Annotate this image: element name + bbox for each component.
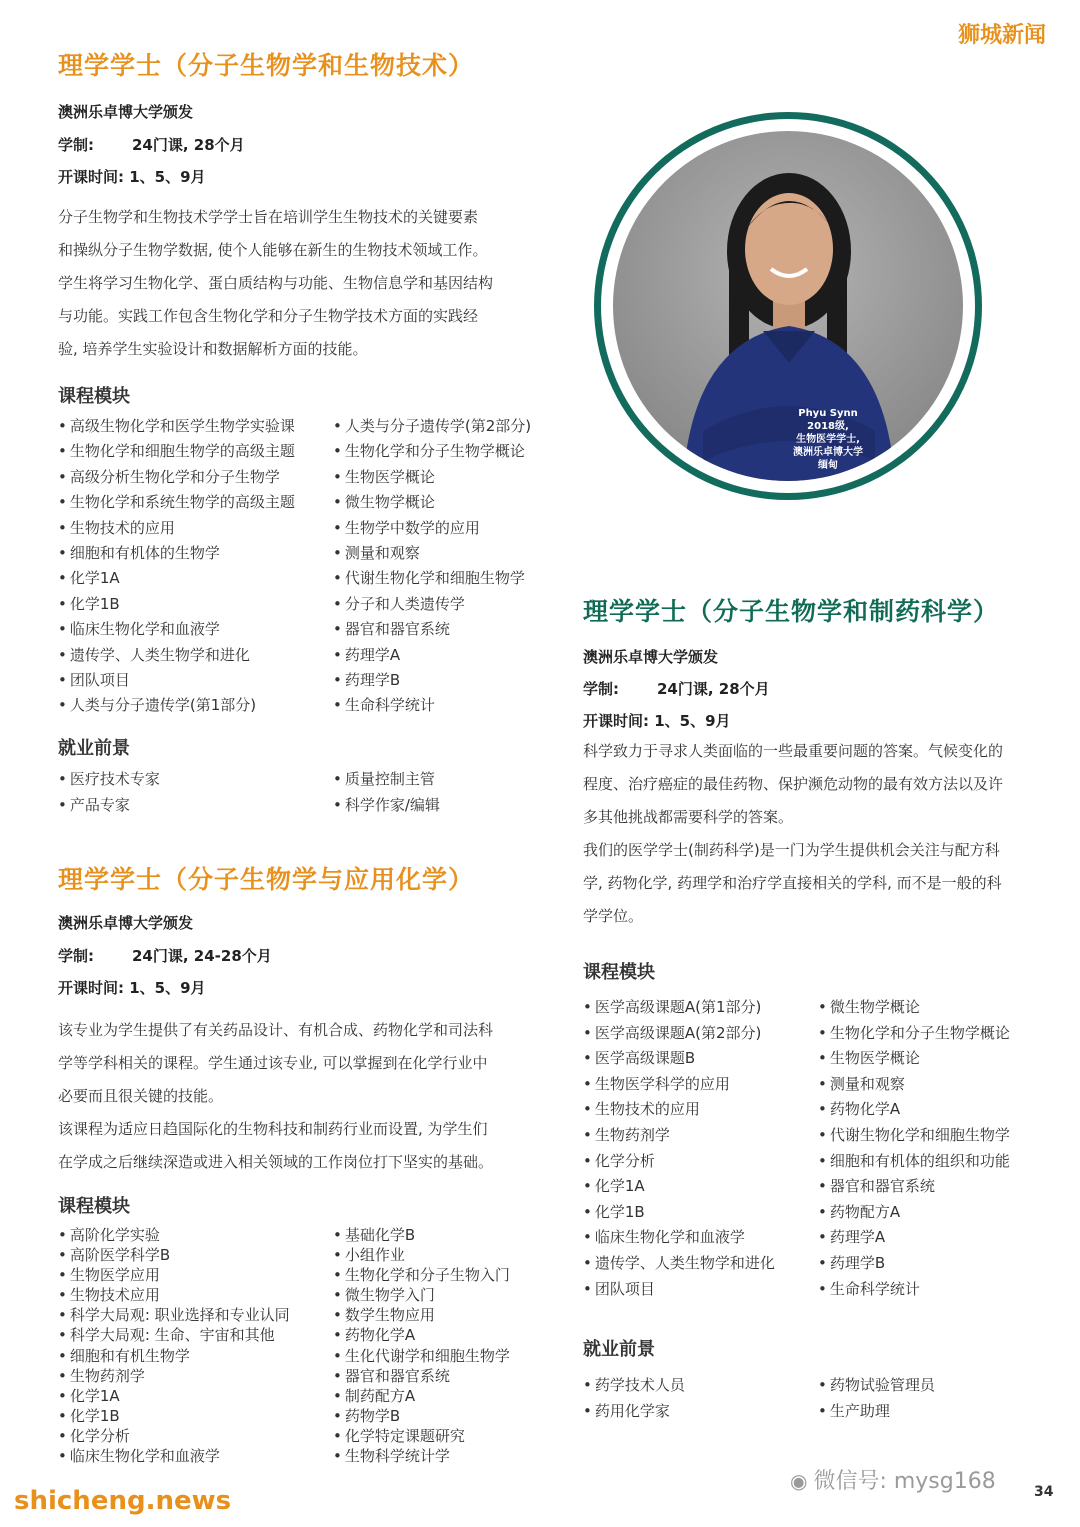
module-item: • 人类与分子遗传学(第2部分) — [333, 414, 531, 439]
program3-careers-right — [818, 1372, 935, 1424]
module-item: • 测量和观察 — [333, 541, 531, 566]
career-item: • 质量控制主管 — [333, 766, 440, 792]
module-item: • 临床生物化学和血液学 — [583, 1225, 775, 1251]
module-item: • 生物化学和分子生物学概论 — [333, 439, 531, 464]
module-item: • 制药配方A — [333, 1386, 510, 1406]
module-item: • 生命科学统计 — [818, 1277, 1010, 1303]
module-item: • 化学1B — [58, 592, 295, 617]
module-item: • 生物医学概论 — [333, 465, 531, 490]
program3-title: 理学学士（分子生物学和制药科学） — [583, 597, 1000, 626]
intake-label: 开课时间: — [58, 168, 124, 186]
description-line: 在学成之后继续深造或进入相关领域的工作岗位打下坚实的基础。 — [58, 1153, 494, 1171]
module-item: • 化学1A — [583, 1174, 775, 1200]
module-item: • 生物技术的应用 — [583, 1097, 775, 1123]
duration-value: 24门课, 28个月 — [132, 136, 245, 154]
career-item: • 药学技术人员 — [583, 1372, 685, 1398]
intake-value: 1、5、9月 — [129, 168, 206, 186]
module-item: • 生物医学科学的应用 — [583, 1072, 775, 1098]
program1-careers-left — [58, 766, 160, 818]
module-item: • 团队项目 — [583, 1277, 775, 1303]
career-item: • 药用化学家 — [583, 1398, 685, 1424]
program2-intake — [58, 977, 206, 998]
career-item: • 药物试验管理员 — [818, 1372, 935, 1398]
module-item: • 人类与分子遗传学(第1部分) — [58, 693, 295, 718]
program2-modules-left — [58, 1225, 290, 1466]
module-item: • 药理学B — [333, 668, 531, 693]
watermark-bottom: shicheng.news — [14, 1486, 232, 1516]
program3-modules-heading: 课程模块 — [583, 962, 655, 983]
program2-duration — [58, 945, 272, 966]
duration-value: 24门课, 24-28个月 — [132, 947, 272, 965]
module-item: • 细胞和有机生物学 — [58, 1346, 290, 1366]
description-line: 必要而且很关键的技能。 — [58, 1087, 224, 1105]
description-line: 科学致力于寻求人类面临的一些最重要问题的答案。气候变化的 — [583, 742, 1004, 760]
program3-duration — [583, 678, 770, 699]
description-line: 和操纵分子生物学数据, 使个人能够在新生的生物技术领域工作。 — [58, 241, 488, 259]
career-item: • 医疗技术专家 — [58, 766, 160, 792]
duration-label: 学制: — [58, 947, 94, 965]
description-line: 学生将学习生物化学、蛋白质结构与功能、生物信息学和基因结构 — [58, 274, 494, 292]
module-item: • 微生物学概论 — [333, 490, 531, 515]
program1-modules-right — [333, 414, 531, 719]
module-item: • 药物化学A — [818, 1097, 1010, 1123]
module-item: • 生物化学和细胞生物学的高级主题 — [58, 439, 295, 464]
module-item: • 高阶化学实验 — [58, 1225, 290, 1245]
module-item: • 化学分析 — [583, 1149, 775, 1175]
module-item: • 基础化学B — [333, 1225, 510, 1245]
module-item: • 器官和器官系统 — [818, 1174, 1010, 1200]
module-item: • 药物化学A — [333, 1325, 510, 1345]
duration-label: 学制: — [583, 680, 619, 698]
module-item: • 生物技术应用 — [58, 1285, 290, 1305]
module-item: • 化学1B — [58, 1406, 290, 1426]
module-item: • 高阶医学科学B — [58, 1245, 290, 1265]
module-item: • 生物化学和分子生物学概论 — [818, 1021, 1010, 1047]
module-item: • 生物药剂学 — [583, 1123, 775, 1149]
program3-modules-left — [583, 995, 775, 1302]
program1-issuer: 澳洲乐卓博大学颁发 — [58, 103, 194, 121]
module-item: • 细胞和有机体的生物学 — [58, 541, 295, 566]
program3-careers-heading: 就业前景 — [583, 1339, 655, 1360]
program1-intake — [58, 166, 206, 187]
module-item: • 药理学A — [333, 643, 531, 668]
intake-label: 开课时间: — [583, 712, 649, 730]
program1-title: 理学学士（分子生物学和生物技术） — [58, 51, 475, 80]
student-year: 2018级, — [807, 421, 849, 432]
description-line: 与功能。实践工作包含生物化学和分子生物学技术方面的实践经 — [58, 307, 479, 325]
module-item: • 化学分析 — [58, 1426, 290, 1446]
module-item: • 器官和器官系统 — [333, 617, 531, 642]
duration-value: 24门课, 28个月 — [657, 680, 770, 698]
page-number: 34 — [1034, 1484, 1054, 1500]
duration-label: 学制: — [58, 136, 94, 154]
wechat-icon: ◉ — [790, 1469, 808, 1493]
module-item: • 生物医学概论 — [818, 1046, 1010, 1072]
description-line: 分子生物学和生物技术学学士旨在培训学生生物技术的关键要素 — [58, 208, 479, 226]
module-item: • 生物药剂学 — [58, 1366, 290, 1386]
program3-issuer: 澳洲乐卓博大学颁发 — [583, 648, 719, 666]
module-item: • 高级生物化学和医学生物学实验课 — [58, 414, 295, 439]
student-photo — [613, 131, 963, 481]
module-item: • 细胞和有机体的组织和功能 — [818, 1149, 1010, 1175]
program2-description — [58, 1014, 538, 1179]
module-item: • 生物学中数学的应用 — [333, 516, 531, 541]
module-item: • 化学1A — [58, 1386, 290, 1406]
program2-modules-heading: 课程模块 — [58, 1196, 130, 1217]
module-item: • 化学特定课题研究 — [333, 1426, 510, 1446]
module-item: • 临床生物化学和血液学 — [58, 617, 295, 642]
career-item: • 产品专家 — [58, 792, 160, 818]
module-item: • 代谢生物化学和细胞生物学 — [333, 566, 531, 591]
module-item: • 医学高级课题B — [583, 1046, 775, 1072]
program3-careers-left — [583, 1372, 685, 1424]
description-line: 学学位。 — [583, 907, 644, 925]
student-name: Phyu Synn — [798, 408, 858, 419]
module-item: • 药物配方A — [818, 1200, 1010, 1226]
module-item: • 科学大局观: 生命、宇宙和其他 — [58, 1325, 290, 1345]
career-item: • 科学作家/编辑 — [333, 792, 440, 818]
module-item: • 生物化学和分子生物入门 — [333, 1265, 510, 1285]
module-item: • 微生物学入门 — [333, 1285, 510, 1305]
program2-issuer: 澳洲乐卓博大学颁发 — [58, 914, 194, 932]
module-item: • 遗传学、人类生物学和进化 — [58, 643, 295, 668]
module-item: • 化学1A — [58, 566, 295, 591]
module-item: • 化学1B — [583, 1200, 775, 1226]
program1-modules-heading: 课程模块 — [58, 386, 130, 407]
module-item: • 生化代谢学和细胞生物学 — [333, 1346, 510, 1366]
module-item: • 生物医学应用 — [58, 1265, 290, 1285]
module-item: • 器官和器官系统 — [333, 1366, 510, 1386]
module-item: • 小组作业 — [333, 1245, 510, 1265]
student-degree: 生物医学学士, — [796, 434, 860, 445]
program2-modules-right — [333, 1225, 510, 1466]
description-line: 学, 药物化学, 药理学和治疗学直接相关的学科, 而不是一般的科 — [583, 874, 1002, 892]
module-item: • 遗传学、人类生物学和进化 — [583, 1251, 775, 1277]
program1-modules-left — [58, 414, 295, 719]
module-item: • 科学大局观: 职业选择和专业认同 — [58, 1305, 290, 1325]
module-item: • 代谢生物化学和细胞生物学 — [818, 1123, 1010, 1149]
student-country: 缅甸 — [818, 460, 838, 471]
student-caption — [773, 407, 883, 472]
program1-careers-heading: 就业前景 — [58, 738, 130, 759]
module-item: • 团队项目 — [58, 668, 295, 693]
module-item: • 生物技术的应用 — [58, 516, 295, 541]
intake-value: 1、5、9月 — [654, 712, 731, 730]
intake-label: 开课时间: — [58, 979, 124, 997]
module-item: • 高级分析生物化学和分子生物学 — [58, 465, 295, 490]
student-university: 澳洲乐卓博大学 — [793, 447, 863, 458]
description-line: 程度、治疗癌症的最佳药物、保护濒危动物的最有效方法以及许 — [583, 775, 1004, 793]
program3-intake — [583, 710, 731, 731]
description-line: 我们的医学学士(制药科学)是一门为学生提供机会关注与配方科 — [583, 841, 1000, 859]
wechat-watermark — [790, 1464, 996, 1495]
description-line: 学等学科相关的课程。学生通过该专业, 可以掌握到在化学行业中 — [58, 1054, 488, 1072]
student-photo-frame — [594, 112, 982, 500]
module-item: • 生物化学和系统生物学的高级主题 — [58, 490, 295, 515]
module-item: • 数学生物应用 — [333, 1305, 510, 1325]
module-item: • 药物学B — [333, 1406, 510, 1426]
watermark-top: 狮城新闻 — [958, 23, 1047, 48]
module-item: • 药理学B — [818, 1251, 1010, 1277]
program2-title: 理学学士（分子生物学与应用化学） — [58, 865, 475, 894]
module-item: • 医学高级课题A(第2部分) — [583, 1021, 775, 1047]
intake-value: 1、5、9月 — [129, 979, 206, 997]
module-item: • 分子和人类遗传学 — [333, 592, 531, 617]
module-item: • 测量和观察 — [818, 1072, 1010, 1098]
module-item: • 药理学A — [818, 1225, 1010, 1251]
description-line: 多其他挑战都需要科学的答案。 — [583, 808, 794, 826]
module-item: • 医学高级课题A(第1部分) — [583, 995, 775, 1021]
program1-description — [58, 201, 538, 366]
program3-modules-right — [818, 995, 1010, 1302]
description-line: 验, 培养学生实验设计和数据解析方面的技能。 — [58, 340, 368, 358]
description-line: 该课程为适应日趋国际化的生物科技和制药行业而设置, 为学生们 — [58, 1120, 488, 1138]
program1-careers-right — [333, 766, 440, 818]
module-item: • 生命科学统计 — [333, 693, 531, 718]
program1-duration — [58, 134, 245, 155]
module-item: • 微生物学概论 — [818, 995, 1010, 1021]
career-item: • 生产助理 — [818, 1398, 935, 1424]
module-item: • 生物科学统计学 — [333, 1446, 510, 1466]
wechat-id: 微信号: mysg168 — [813, 1469, 996, 1494]
description-line: 该专业为学生提供了有关药品设计、有机合成、药物化学和司法科 — [58, 1021, 494, 1039]
module-item: • 临床生物化学和血液学 — [58, 1446, 290, 1466]
program3-description — [583, 735, 1053, 933]
